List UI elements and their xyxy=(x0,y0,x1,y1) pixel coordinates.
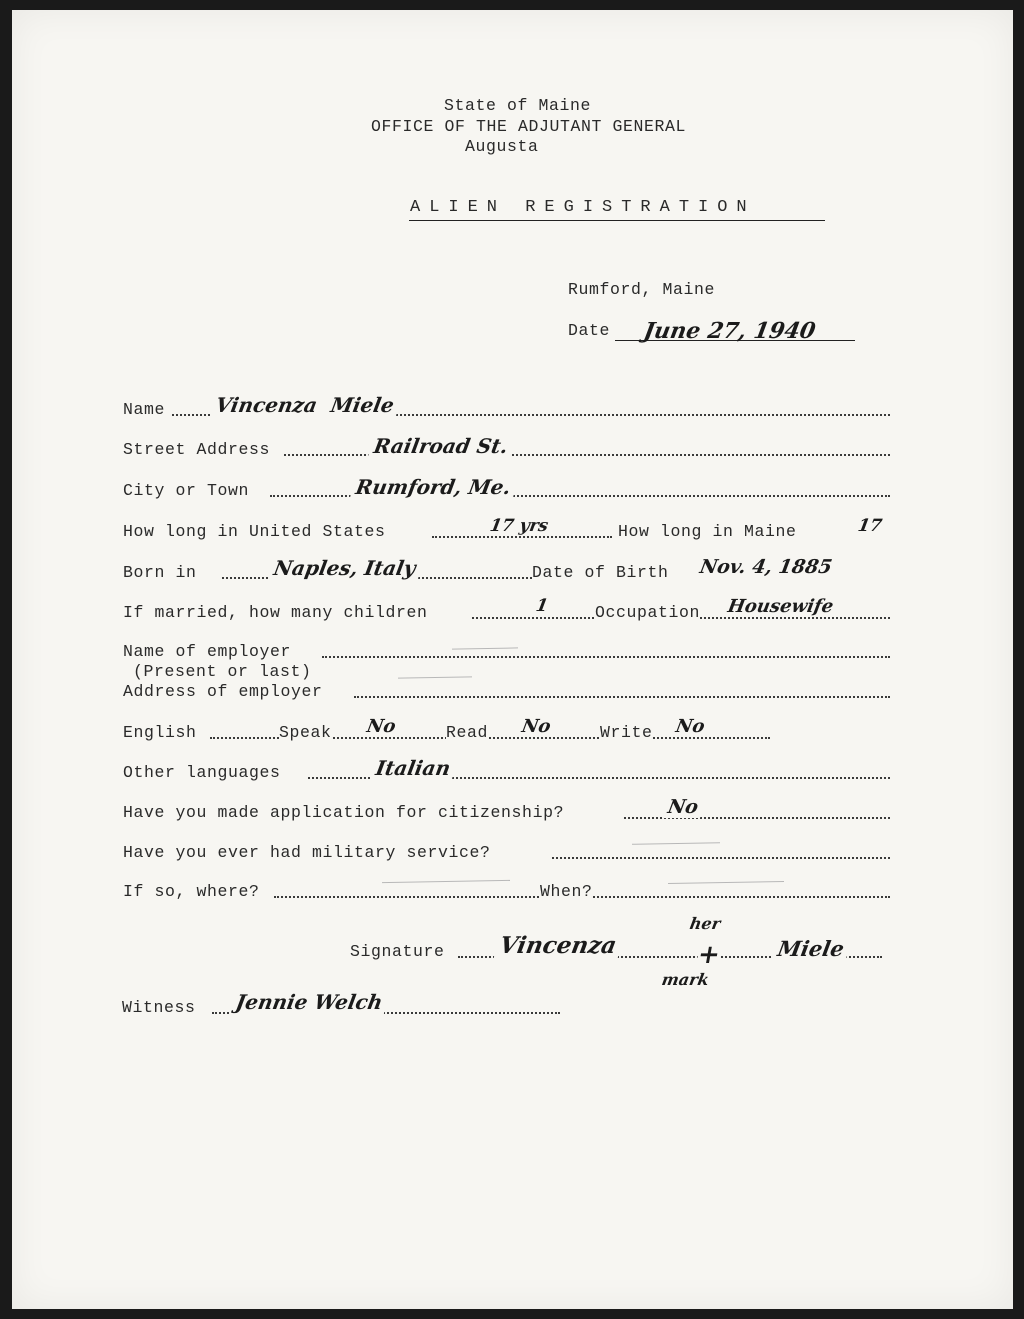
how-long-us-dots xyxy=(432,536,612,538)
employer-address-label: Address of employer xyxy=(123,682,323,701)
english-speak-label: Speak xyxy=(279,723,332,742)
military-label: Have you ever had military service? xyxy=(123,843,491,862)
header-office: OFFICE OF THE ADJUTANT GENERAL xyxy=(371,117,687,136)
other-languages-label: Other languages xyxy=(123,763,281,782)
signature-last: Miele xyxy=(772,936,850,961)
employer-dots xyxy=(322,656,890,658)
signature-label: Signature xyxy=(350,942,445,961)
form-title: ALIEN REGISTRATION xyxy=(410,198,756,217)
english-read-value: No xyxy=(520,716,553,737)
title-underline xyxy=(409,220,825,221)
employer-faint-line xyxy=(452,647,518,649)
form-page xyxy=(12,10,1013,1309)
witness-label: Witness xyxy=(122,998,196,1017)
header-city: Augusta xyxy=(465,137,539,156)
english-read-label: Read xyxy=(446,723,489,742)
header-state: State of Maine xyxy=(444,96,592,115)
city-label: City or Town xyxy=(123,481,250,500)
date-value: June 27, 1940 xyxy=(641,318,818,344)
citizenship-value: No xyxy=(662,796,704,818)
english-label: English xyxy=(123,723,197,742)
street-value: Railroad St. xyxy=(368,434,514,458)
when-faint-line xyxy=(668,881,784,884)
occupation-value: Housewife xyxy=(722,596,839,617)
signature-mark: mark xyxy=(660,970,711,989)
dob-label: Date of Birth xyxy=(532,563,669,582)
city-value: Rumford, Me. xyxy=(350,475,517,499)
when-label: When? xyxy=(540,882,593,901)
citizenship-label: Have you made application for citizenship? xyxy=(123,803,565,822)
occupation-label: Occupation xyxy=(595,603,701,622)
street-label: Street Address xyxy=(123,440,271,459)
signature-her: her xyxy=(688,914,722,933)
english-write-label: Write xyxy=(600,723,653,742)
other-languages-value: Italian xyxy=(370,756,456,780)
witness-value: Jennie Welch xyxy=(230,990,389,1014)
born-in-value: Naples, Italy xyxy=(268,556,422,580)
english-write-value: No xyxy=(674,716,707,737)
employer-sub: (Present or last) xyxy=(133,662,312,681)
how-long-us-label: How long in United States xyxy=(123,522,386,541)
dob-value: Nov. 4, 1885 xyxy=(698,556,834,578)
born-in-label: Born in xyxy=(123,563,197,582)
where-label: If so, where? xyxy=(123,882,260,901)
how-long-maine-label: How long in Maine xyxy=(618,522,797,541)
military-faint-line xyxy=(632,842,720,845)
employer-label: Name of employer xyxy=(123,642,292,661)
children-label: If married, how many children xyxy=(123,603,428,622)
place: Rumford, Maine xyxy=(568,280,716,299)
where-faint-line xyxy=(382,880,510,883)
children-value: 1 xyxy=(530,596,553,616)
how-long-maine-value: 17 xyxy=(856,516,884,536)
name-label: Name xyxy=(123,400,166,419)
military-dots xyxy=(552,857,890,859)
english-speak-value: No xyxy=(365,716,398,737)
how-long-us-value: 17 yrs xyxy=(484,516,554,536)
employer-address-dots xyxy=(354,696,890,698)
name-value: Vincenza Miele xyxy=(210,393,400,417)
signature-cross: + xyxy=(695,940,723,970)
date-label: Date xyxy=(568,321,611,340)
signature-first: Vincenza xyxy=(494,932,623,959)
employer-sub-faint-line xyxy=(398,676,472,678)
